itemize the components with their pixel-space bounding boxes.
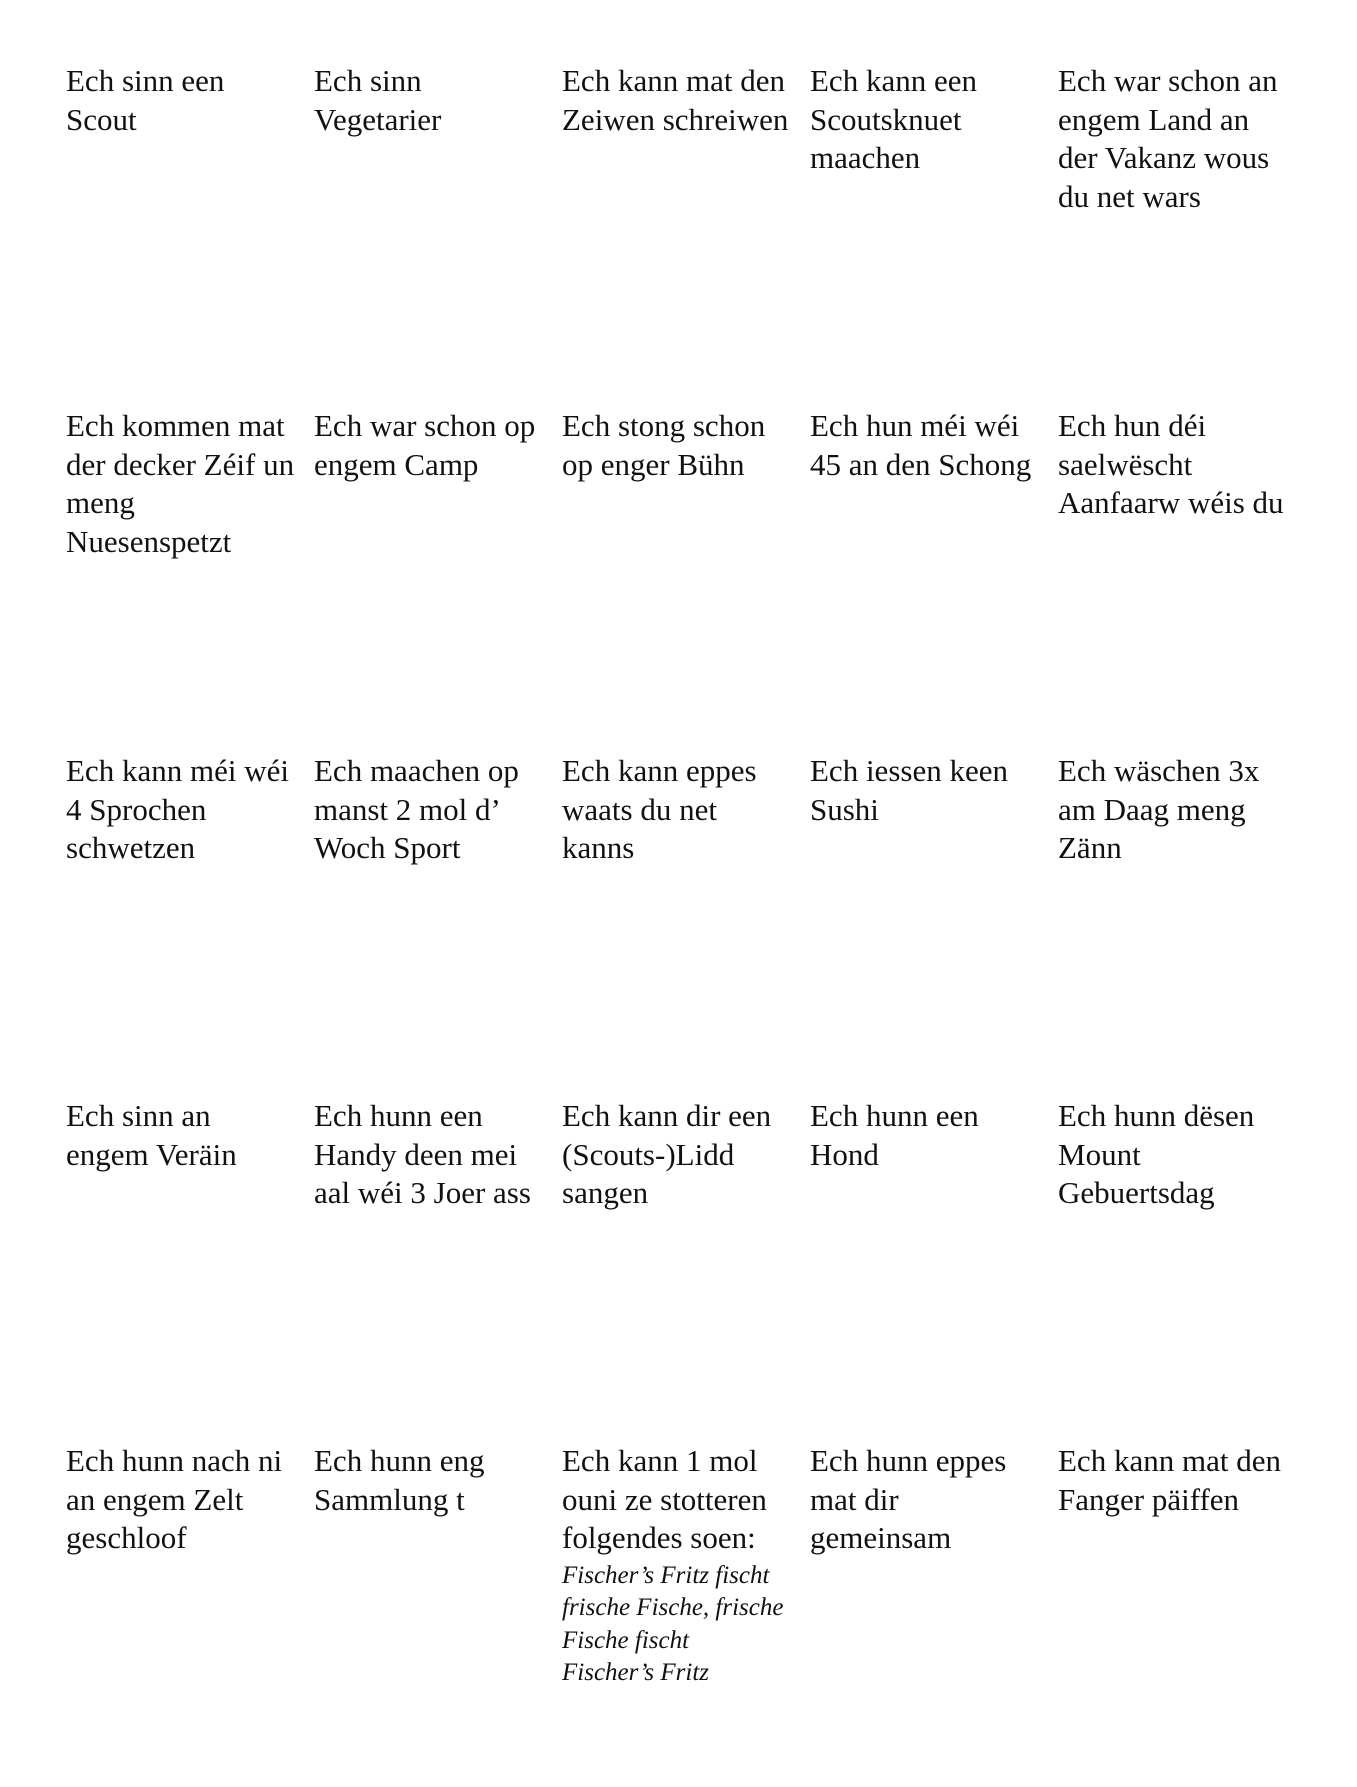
bingo-cell xyxy=(66,1442,314,1787)
bingo-cell xyxy=(562,752,810,1097)
cell-text: Ech hunn eng Sammlung t xyxy=(314,1443,485,1517)
bingo-cell xyxy=(562,1097,810,1442)
cell-text: Ech war schon op engem Camp xyxy=(314,408,536,482)
bingo-cell xyxy=(66,752,314,1097)
bingo-cell xyxy=(1058,62,1306,407)
cell-text: Ech iessen keen Sushi xyxy=(810,753,1008,827)
bingo-grid xyxy=(66,62,1306,1787)
bingo-cell xyxy=(314,62,562,407)
cell-text: Ech hunn dësen Mount Gebuertsdag xyxy=(1058,1098,1255,1210)
cell-text: Ech hun déi saelwëscht Aanfaarw wéis du xyxy=(1058,408,1284,520)
bingo-cell xyxy=(810,1442,1058,1787)
cell-text: Ech kann eppes waats du net kanns xyxy=(562,753,757,865)
cell-text: Ech kann mat den Zeiwen schreiwen xyxy=(562,63,789,137)
cell-text: Ech sinn an engem Veräin xyxy=(66,1098,237,1172)
bingo-cell xyxy=(66,1097,314,1442)
bingo-cell xyxy=(314,1442,562,1787)
bingo-cell xyxy=(810,62,1058,407)
cell-text: Ech hunn nach ni an engem Zelt geschloof xyxy=(66,1443,283,1555)
bingo-cell xyxy=(1058,752,1306,1097)
bingo-cell xyxy=(562,407,810,752)
cell-text: Ech hun méi wéi 45 an den Schong xyxy=(810,408,1032,482)
cell-text: Ech kommen mat der decker Zéif un meng Nuesenspetzt xyxy=(66,408,295,559)
cell-text: Ech sinn Vegetarier xyxy=(314,63,442,137)
bingo-cell xyxy=(314,407,562,752)
cell-text: Ech maachen op manst 2 mol d’ Woch Sport xyxy=(314,753,519,865)
bingo-cell xyxy=(562,62,810,407)
bingo-cell xyxy=(314,752,562,1097)
bingo-cell xyxy=(66,407,314,752)
bingo-cell xyxy=(1058,1442,1306,1787)
bingo-cell xyxy=(1058,1097,1306,1442)
cell-text: Ech war schon an engem Land an der Vakanz wous du net wars xyxy=(1058,63,1278,214)
bingo-cell xyxy=(810,752,1058,1097)
cell-text: Ech wäschen 3x am Daag meng Zänn xyxy=(1058,753,1260,865)
cell-text: Ech kann 1 mol ouni ze stotteren folgendes soen: xyxy=(562,1443,767,1555)
cell-text: Ech stong schon op enger Bühn xyxy=(562,408,766,482)
bingo-cell xyxy=(66,62,314,407)
bingo-cell xyxy=(1058,407,1306,752)
cell-text: Ech kann dir een (Scouts-)Lidd sangen xyxy=(562,1098,772,1210)
bingo-cell xyxy=(810,407,1058,752)
cell-text: Ech hunn een Handy deen mei aal wéi 3 Joer ass xyxy=(314,1098,531,1210)
cell-text: Ech kann mat den Fanger päiffen xyxy=(1058,1443,1281,1517)
bingo-cell xyxy=(810,1097,1058,1442)
cell-text: Ech kann een Scoutsknuet maachen xyxy=(810,63,977,175)
cell-text: Ech hunn een Hond xyxy=(810,1098,979,1172)
cell-text: Ech kann méi wéi 4 Sprochen schwetzen xyxy=(66,753,289,865)
tongue-twister: Fischer’s Fritz fischt frische Fische, frische Fische fischt Fischer’s Fritz xyxy=(562,1561,784,1686)
cell-text: Ech sinn een Scout xyxy=(66,63,225,137)
cell-text: Ech hunn eppes mat dir gemeinsam xyxy=(810,1443,1007,1555)
bingo-cell xyxy=(562,1442,810,1787)
bingo-cell xyxy=(314,1097,562,1442)
